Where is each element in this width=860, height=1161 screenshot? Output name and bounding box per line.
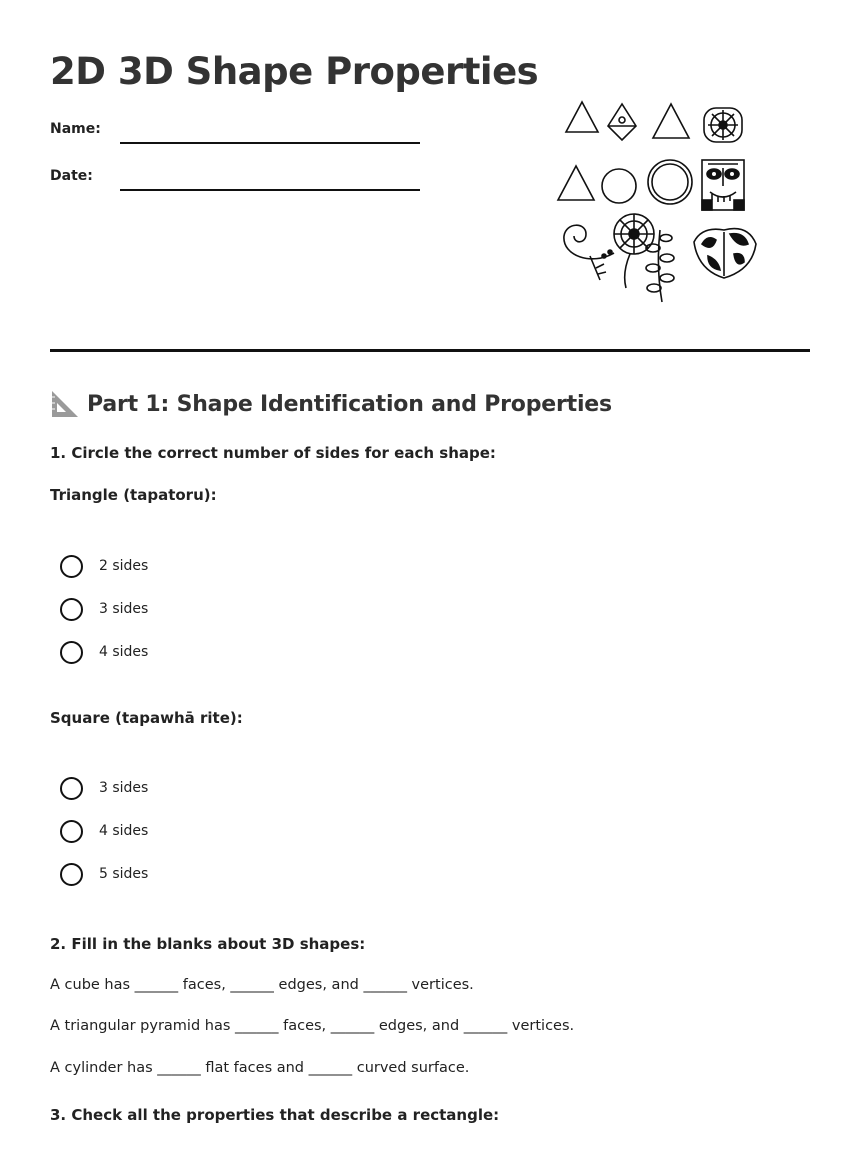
option-label: 2 sides [99,558,149,574]
question-1-prompt: 1. Circle the correct number of sides for each shape: [50,444,496,462]
date-row [50,168,430,192]
option-label: 4 sides [99,823,149,839]
triangle-icon [566,102,598,132]
name-label: Name: [50,121,101,137]
radio-button[interactable] [60,863,83,886]
triangle-icon [558,166,594,200]
cube-fill-blank[interactable]: A cube has ______ faces, ______ edges, and ______ vertices. [50,977,474,993]
header-divider [50,349,810,352]
worksheet-title: 2D 3D Shape Properties [50,50,539,93]
date-label: Date: [50,168,93,184]
option-label: 3 sides [99,601,149,617]
cylinder-fill-blank[interactable]: A cylinder has ______ flat faces and ______ curved surface. [50,1060,470,1076]
set-square-ruler-icon [50,389,80,419]
square-option-3[interactable] [60,862,148,886]
triangle-option-3[interactable] [60,640,148,664]
radio-button[interactable] [60,641,83,664]
question-3-prompt: 3. Check all the properties that describe a rectangle: [50,1106,500,1124]
triangle-icon [653,104,689,138]
kite-icon [608,104,636,140]
tiki-face-icon [702,160,744,210]
date-field[interactable] [120,189,420,191]
option-label: 3 sides [99,780,149,796]
triangle-option-1[interactable] [60,554,148,578]
square-option-1[interactable] [60,776,148,800]
name-field[interactable] [120,142,420,144]
shapes-illustration [552,98,762,308]
triangle-option-2[interactable] [60,597,148,621]
circle-icon [602,169,636,203]
radio-button[interactable] [60,555,83,578]
radio-button[interactable] [60,777,83,800]
question-2-prompt: 2. Fill in the blanks about 3D shapes: [50,935,366,953]
leaf-pattern-icon [694,229,756,278]
radio-button[interactable] [60,598,83,621]
option-label: 4 sides [99,644,149,660]
ring-icon [648,160,692,204]
name-row [50,121,430,145]
option-label: 5 sides [99,866,149,882]
square-option-2[interactable] [60,819,148,843]
koru-spiral-icon [564,225,614,280]
part1-heading [50,388,612,420]
radio-button[interactable] [60,820,83,843]
pyramid-fill-blank[interactable]: A triangular pyramid has ______ faces, ______ edges, and ______ vertices. [50,1018,575,1034]
rosette-icon [704,108,742,142]
fern-frond-icon [646,230,674,302]
square-question-label: Square (tapawhā rite): [50,709,243,727]
part1-title: Part 1: Shape Identification and Properties [87,391,612,417]
triangle-question-label: Triangle (tapatoru): [50,486,217,504]
